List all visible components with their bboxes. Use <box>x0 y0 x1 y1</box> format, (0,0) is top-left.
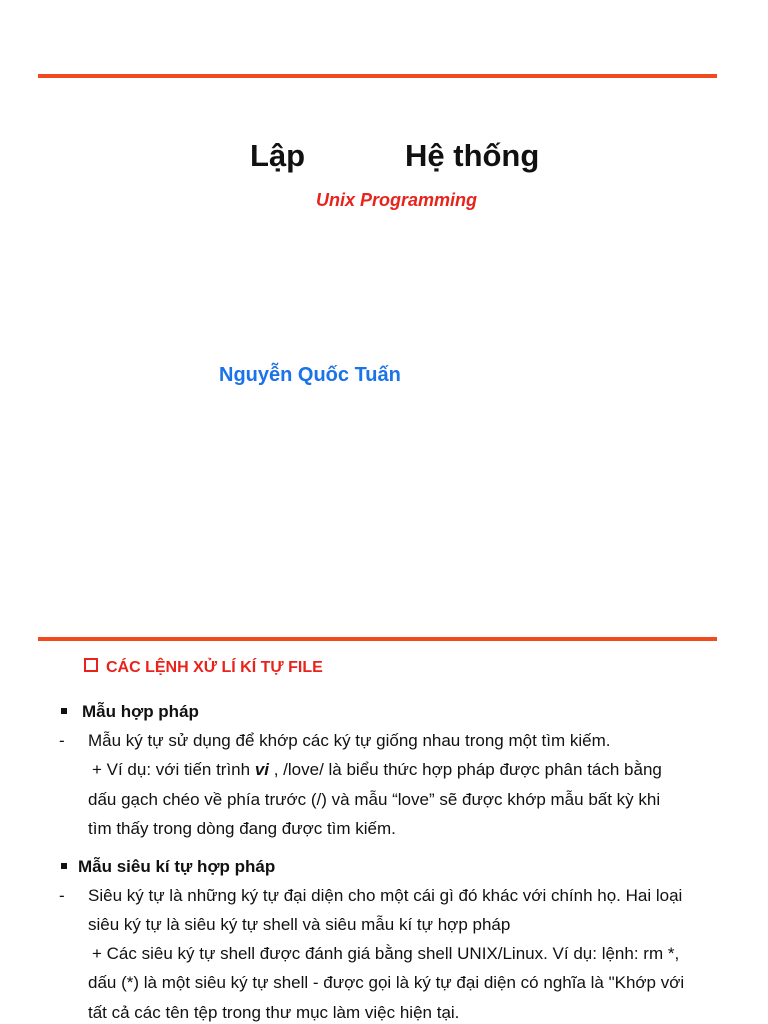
item-2-heading: Mẫu siêu kí tự hợp pháp <box>78 857 276 876</box>
item-2-line-1: + Các siêu ký tự shell được đánh giá bằng shell UNIX/Linux. Ví dụ: lệnh: rm *, <box>92 944 680 963</box>
checkbox-bullet-icon <box>84 658 98 672</box>
item-1-example <box>92 760 662 780</box>
item-1-line-2: dấu gạch chéo về phía trước (/) và mẫu “love” sẽ được khớp mẫu bất kỳ khi <box>88 790 661 809</box>
dash-marker: - <box>59 731 65 750</box>
item-1-line-3: tìm thấy trong dòng đang được tìm kiếm. <box>88 819 396 838</box>
item-1-heading: Mẫu hợp pháp <box>82 702 199 721</box>
top-divider <box>38 74 717 78</box>
dash-marker: - <box>59 886 65 905</box>
section-heading <box>84 658 323 677</box>
item-2-line-2: dấu (*) là một siêu ký tự shell - được gọi là ký tự đại diện có nghĩa là "Khớp với <box>88 973 685 992</box>
cover-title <box>0 138 768 182</box>
item-2-line-3: tất cả các tên tệp trong thư mục làm việc hiện tại. <box>88 1003 460 1022</box>
title-word-2: Hệ thống <box>405 138 540 173</box>
example-post: , /love/ là biểu thức hợp pháp được phân tách bằng <box>269 760 662 779</box>
section-divider <box>38 637 717 641</box>
author-name: Nguyễn Quốc Tuấn <box>219 364 401 386</box>
title-word-1: Lập <box>250 138 306 173</box>
item-1-text: Mẫu ký tự sử dụng để khớp các ký tự giống nhau trong một tìm kiếm. <box>88 731 611 750</box>
square-bullet-icon <box>61 863 67 869</box>
example-pre: + Ví dụ: với tiến trình <box>92 760 255 779</box>
square-bullet-icon <box>61 708 67 714</box>
subtitle: Unix Programming <box>315 190 478 210</box>
item-2-text-1: Siêu ký tự là những ký tự đại diện cho một cái gì đó khác với chính họ. Hai loại <box>88 886 683 905</box>
section-heading-text: CÁC LỆNH XỬ LÍ KÍ TỰ FILE <box>106 659 323 676</box>
item-2-text-2: siêu ký tự là siêu ký tự shell và siêu mẫu kí tự hợp pháp <box>88 915 511 934</box>
example-em: vi <box>254 760 269 779</box>
